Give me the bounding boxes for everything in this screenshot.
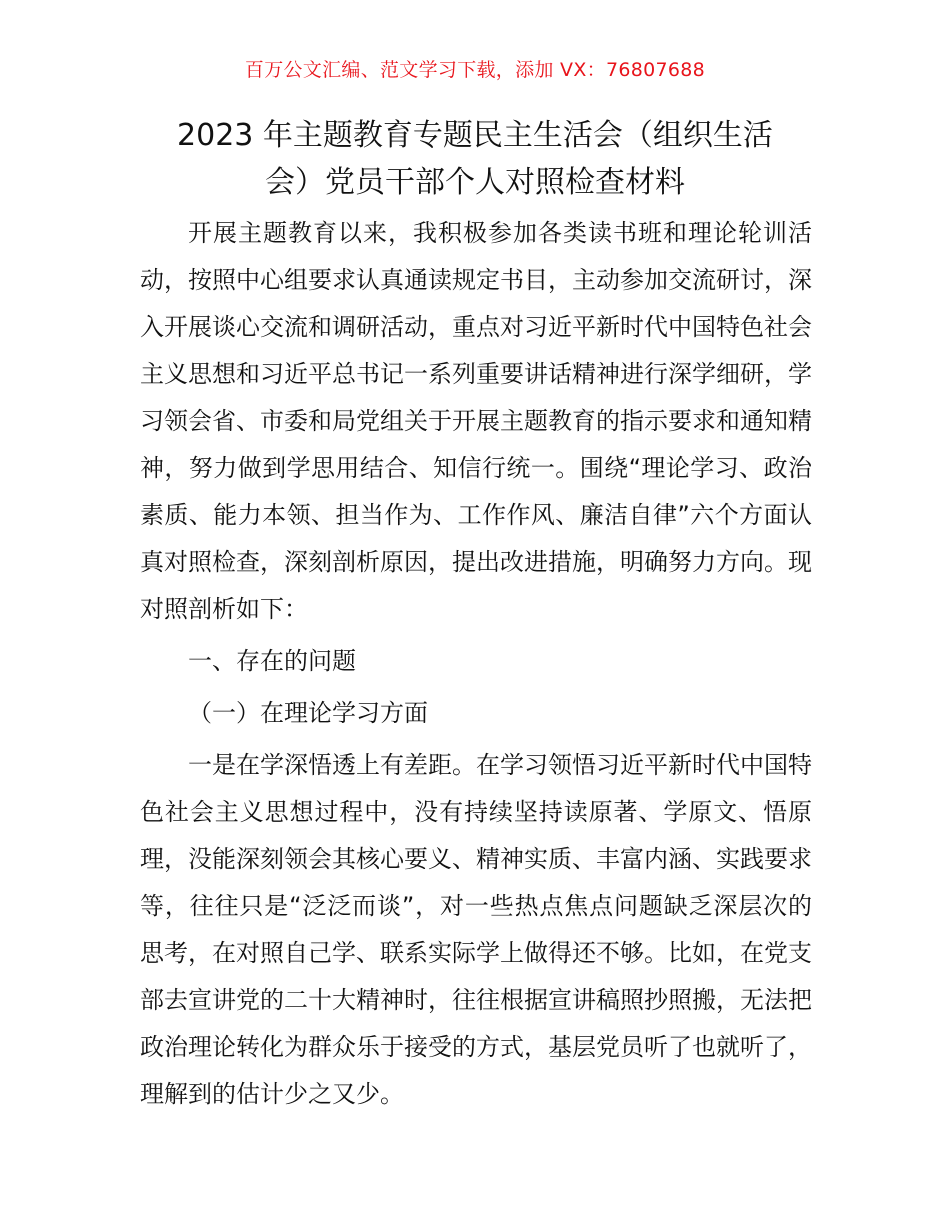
watermark-banner: 百万公文汇编、范文学习下载，添加 VX：76807688 [244, 59, 706, 81]
section-heading: 一、存在的问题 [188, 647, 356, 675]
document-title [140, 112, 810, 206]
title-line-1: 2023 年主题教育专题民主生活会（组织生活 [177, 118, 773, 153]
title-line-2: 会）党员干部个人对照检查材料 [265, 165, 685, 200]
document-body [140, 210, 812, 1118]
intro-paragraph: 开展主题教育以来，我积极参加各类读书班和理论轮训活动，按照中心组要求认真通读规定书目，主动参加交流研讨，深入开展谈心交流和调研活动，重点对习近平新时代中国特色社会主义思想和习近平总书记一系列重要讲话精神进行深学细研，学习领会省、市委和局党组关于开展主题教育的指示要求和通知精神，努力做到学思用结合、知信行统一。围绕“理论学习、政治素质、能力本领、担当作为、工作作风、廉洁自律”六个方面认真对照检查，深刻剖析原因，提出改进措施，明确努力方向。现对照剖析如下： [140, 219, 812, 623]
subsection-heading: （一）在理论学习方面 [188, 699, 428, 727]
point-1-paragraph: 一是在学深悟透上有差距。在学习领悟习近平新时代中国特色社会主义思想过程中，没有持续坚持读原著、学原文、悟原理，没能深刻领会其核心要义、精神实质、丰富内涵、实践要求等，往往只是“泛泛而谈”，对一些热点焦点问题缺乏深层次的思考，在对照自己学、联系实际学上做得还不够。比如，在党支部去宣讲党的二十大精神时，往往根据宣讲稿照抄照搬，无法把政治理论转化为群众乐于接受的方式，基层党员听了也就听了，理解到的估计少之又少。 [140, 751, 812, 1108]
